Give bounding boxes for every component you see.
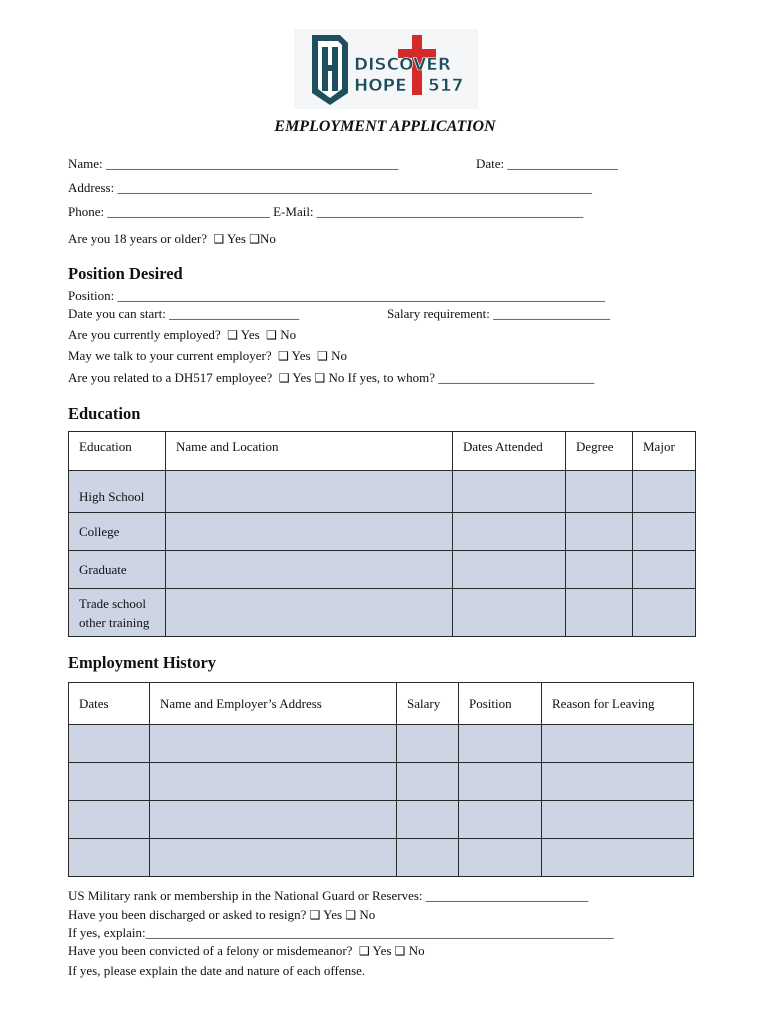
table-cell[interactable] <box>397 725 459 763</box>
date-field[interactable]: Date: _________________ <box>476 156 618 171</box>
discharged-question <box>68 907 375 923</box>
salary-header: Salary <box>397 683 459 725</box>
table-row <box>69 551 696 589</box>
table-cell[interactable] <box>166 471 453 513</box>
table-cell[interactable] <box>453 513 566 551</box>
offense-instructions: If yes, please explain the date and nature of each offense. <box>68 963 366 978</box>
no-label: No <box>359 907 376 922</box>
table-cell[interactable] <box>69 763 150 801</box>
no-label: No <box>280 327 297 342</box>
row-label-line: Trade school <box>79 595 147 611</box>
education-heading: Education <box>68 404 141 423</box>
checkbox-icon[interactable]: ❑ <box>278 371 290 385</box>
table-cell[interactable] <box>69 839 150 877</box>
no-label: No <box>259 231 276 246</box>
table-cell[interactable] <box>150 839 397 877</box>
related-followup[interactable]: No If yes, to whom? ________________________ <box>328 370 595 385</box>
checkbox-icon[interactable]: ❑ <box>249 232 260 246</box>
table-cell[interactable] <box>542 839 694 877</box>
degree-header: Degree <box>566 432 633 471</box>
table-cell[interactable] <box>453 589 566 637</box>
felony-question <box>68 943 425 959</box>
table-cell[interactable] <box>150 763 397 801</box>
felony-question-label: Have you been convicted of a felony or misdemeanor? <box>68 943 353 958</box>
table-row <box>69 725 694 763</box>
table-cell[interactable] <box>633 471 696 513</box>
address-field[interactable]: Address: _________________________________________________________________________ <box>68 180 592 195</box>
table-cell[interactable] <box>166 551 453 589</box>
major-header: Major <box>633 432 696 471</box>
row-label: Graduate <box>69 551 166 589</box>
position-field[interactable]: Position: ___________________________________________________________________________ <box>68 288 605 303</box>
discover-hope-logo <box>292 27 480 111</box>
table-row <box>69 801 694 839</box>
row-label: High School <box>69 471 166 513</box>
yes-label: Yes <box>291 348 311 363</box>
position-heading: Position Desired <box>68 264 183 283</box>
table-cell[interactable] <box>566 551 633 589</box>
table-row <box>69 763 694 801</box>
dates-attended-header: Dates Attended <box>453 432 566 471</box>
table-cell[interactable] <box>397 763 459 801</box>
related-question-label: Are you related to a DH517 employee? <box>68 370 273 385</box>
checkbox-icon[interactable]: ❑ <box>394 944 406 958</box>
table-cell[interactable] <box>150 725 397 763</box>
name-location-header: Name and Location <box>166 432 453 471</box>
checkbox-icon[interactable]: ❑ <box>345 908 357 922</box>
table-cell[interactable] <box>166 589 453 637</box>
yes-label: Yes <box>323 907 343 922</box>
no-label: No <box>331 348 347 363</box>
svg-text:HOPE: HOPE <box>354 76 407 96</box>
svg-text:DISCOVER: DISCOVER <box>354 55 452 75</box>
phone-email-field[interactable]: Phone: _________________________ E-Mail: _________________________________________ <box>68 204 584 219</box>
checkbox-icon[interactable]: ❑ <box>227 328 238 342</box>
table-cell[interactable] <box>633 589 696 637</box>
checkbox-icon[interactable]: ❑ <box>278 349 289 363</box>
talk-question-label: May we talk to your current employer? <box>68 348 272 363</box>
row-label-line: other training <box>79 614 150 630</box>
table-cell[interactable] <box>459 801 542 839</box>
education-table <box>68 431 696 637</box>
table-cell[interactable] <box>69 725 150 763</box>
table-row <box>69 589 696 637</box>
yes-label: Yes <box>240 327 260 342</box>
table-row <box>69 471 696 513</box>
education-header: Education <box>69 432 166 471</box>
employment-heading: Employment History <box>68 653 217 672</box>
yes-label: Yes <box>372 943 392 958</box>
age-question <box>68 231 276 247</box>
table-cell[interactable] <box>397 839 459 877</box>
checkbox-icon[interactable]: ❑ <box>309 908 321 922</box>
table-cell[interactable] <box>542 725 694 763</box>
checkbox-icon[interactable]: ❑ <box>358 944 370 958</box>
employed-question <box>68 327 296 343</box>
no-label: No <box>408 943 425 958</box>
table-cell[interactable] <box>542 763 694 801</box>
row-label: College <box>69 513 166 551</box>
svg-text:517: 517 <box>428 76 464 96</box>
reason-header: Reason for Leaving <box>542 683 694 725</box>
table-row <box>69 513 696 551</box>
table-cell[interactable] <box>459 763 542 801</box>
table-cell[interactable] <box>69 801 150 839</box>
discharged-question-label: Have you been discharged or asked to resign? <box>68 907 307 922</box>
age-question-label: Are you 18 years or older? <box>68 231 207 246</box>
name-field[interactable]: Name: _____________________________________________ <box>68 156 399 171</box>
table-cell[interactable] <box>453 471 566 513</box>
dates-header: Dates <box>69 683 150 725</box>
related-question <box>68 370 594 386</box>
table-cell[interactable] <box>542 801 694 839</box>
checkbox-icon[interactable]: ❑ <box>314 371 326 385</box>
checkbox-icon[interactable]: ❑ <box>213 232 225 246</box>
form-title: EMPLOYMENT APPLICATION <box>274 118 496 135</box>
row-label <box>69 589 166 637</box>
table-cell[interactable] <box>397 801 459 839</box>
checkbox-icon[interactable]: ❑ <box>266 328 277 342</box>
start-date-field[interactable]: Date you can start: ____________________ <box>68 306 300 321</box>
yes-label: Yes <box>227 231 246 246</box>
position-header: Position <box>459 683 542 725</box>
table-cell[interactable] <box>566 471 633 513</box>
employment-table <box>68 682 694 877</box>
employer-address-header: Name and Employer’s Address <box>150 683 397 725</box>
employed-question-label: Are you currently employed? <box>68 327 221 342</box>
table-cell[interactable] <box>453 551 566 589</box>
table-row <box>69 839 694 877</box>
table-cell[interactable] <box>150 801 397 839</box>
table-cell[interactable] <box>633 513 696 551</box>
checkbox-icon[interactable]: ❑ <box>317 349 328 363</box>
table-cell[interactable] <box>459 839 542 877</box>
table-cell[interactable] <box>459 725 542 763</box>
table-cell[interactable] <box>566 589 633 637</box>
salary-field[interactable]: Salary requirement: __________________ <box>387 306 611 321</box>
explain-field[interactable]: If yes, explain:________________________________________________________________________ <box>68 925 614 940</box>
talk-question <box>68 348 347 364</box>
yes-label: Yes <box>292 370 312 385</box>
table-cell[interactable] <box>633 551 696 589</box>
military-field[interactable]: US Military rank or membership in the National Guard or Reserves: _________________________ <box>68 888 589 903</box>
table-cell[interactable] <box>166 513 453 551</box>
table-cell[interactable] <box>566 513 633 551</box>
